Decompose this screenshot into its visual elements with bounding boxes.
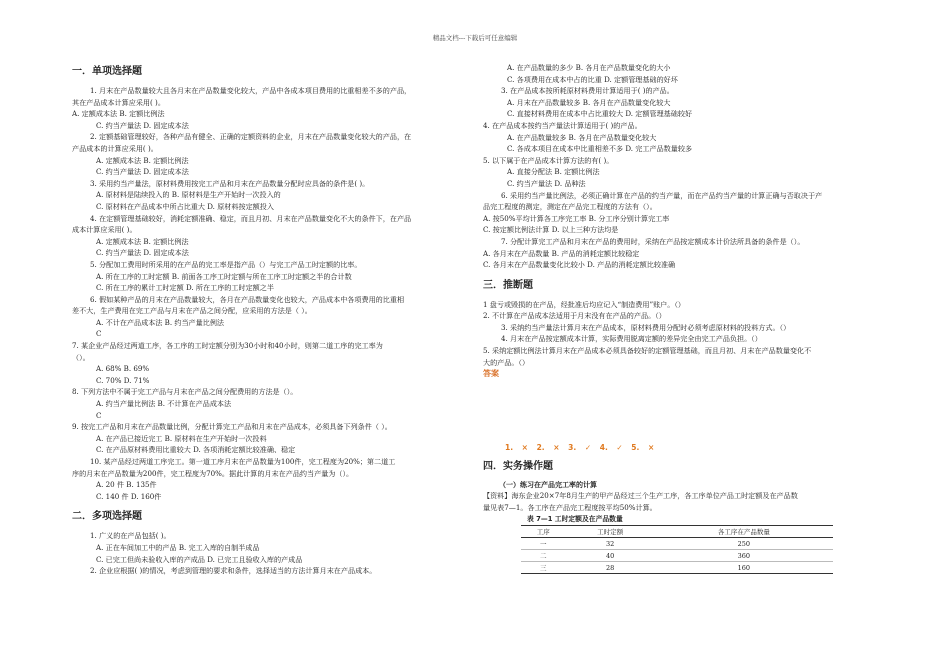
text-line: 7. 分配计算完工产品和月末在产品的费用时，采纳在产品按定额成本计价法所具备的条件是（）。 — [501, 236, 805, 246]
text-line: C. 各项费用在成本中占的比重 D. 定额管理基础的好坏 — [507, 74, 678, 84]
page-header: 精品文档---下载后可任意编辑 — [432, 34, 518, 42]
table-cell: 32 — [566, 538, 655, 550]
text-line: 10. 某产品经过两道工序完工。第一道工序月末在产品数量为100件，完工程度为20%；第二道工 — [90, 457, 396, 466]
table-cell: 三 — [521, 562, 566, 574]
text-line: A. 定额成本法 B. 定额比例法 — [96, 236, 189, 246]
table-row — [521, 538, 833, 550]
text-line: 2. 企业应根据( )的情况，考虑到管理的要求和条件，选择适当的方法计算月末在产品成本。 — [90, 566, 377, 576]
text-line: 3. 采用约当产量法，原材料费用按完工产品和月末在产品数量分配时应具备的条件是( )。 — [90, 178, 370, 188]
text-line: 品完工程度的测定，测定在产品完工程度的方法有（）。 — [483, 202, 657, 212]
table-cell: 一 — [521, 538, 566, 550]
table-header-cell: 工时定额 — [566, 526, 655, 538]
text-line: 4. 在产品成本按约当产量法计算适用于( )的产品。 — [483, 120, 642, 130]
table-row — [521, 550, 833, 562]
text-line: A. 在产品数量较多 B. 各月在产品数量变化较大 — [507, 132, 657, 142]
table-cell: 250 — [655, 538, 833, 550]
table-cell: 160 — [655, 562, 833, 574]
text-line: 其在产品成本计算应采用( )。 — [72, 97, 165, 107]
table-header-row — [521, 526, 833, 538]
text-line: A. 定额成本法 B. 定额比例法 — [96, 155, 189, 165]
text-line: A. 按50%平均计算各工序完工率 B. 分工序分别计算完工率 — [483, 213, 670, 223]
text-line: C — [96, 410, 102, 420]
table-body — [521, 538, 833, 574]
text-line: C. 各成本项目在成本中比重相差不多 D. 完工产品数量较多 — [507, 144, 693, 154]
text-line: A. 20 件 B. 135件 — [96, 480, 157, 490]
table-caption: 表 7—1 工时定额及在产品数量 — [527, 515, 623, 524]
table-cell: 二 — [521, 550, 566, 562]
single-choice-questions — [72, 85, 468, 502]
text-line: C — [96, 329, 102, 339]
text-line: 1. 月末在产品数量较大且各月末在产品数量变化较大，产品中各成本项目费用的比重相差不多的产品， — [90, 86, 412, 95]
section-title-judgement: 三．推断题 — [483, 279, 533, 291]
text-line: A. 在产品已接近完工 B. 原材料在生产开始时一次投料 — [96, 433, 267, 443]
table-cell: 40 — [566, 550, 655, 562]
text-line: C. 140 件 D. 160件 — [96, 491, 162, 501]
answer-label: 答案 — [483, 369, 499, 379]
text-line: C. 直接材料费用在成本中占比重较大 D. 定额管理基础较好 — [507, 109, 693, 119]
text-line: A. 直接分配法 B. 定额比例法 — [507, 167, 600, 177]
text-line: 1. 广义的在产品包括( )。 — [90, 531, 171, 541]
section-title-practice: 四．实务操作题 — [483, 461, 553, 473]
text-line: 7. 某企业产品经过两道工序，各工序的工时定额分别为30小时和40小时，则第二道工序的完工率为 — [72, 341, 383, 351]
text-line: （）。 — [72, 352, 90, 362]
multiple-choice-questions — [72, 530, 468, 576]
table-header-cell: 各工序在产品数量 — [655, 526, 833, 538]
judgement-questions — [483, 299, 883, 369]
text-line: C. 约当产量法 D. 固定成本法 — [96, 120, 189, 130]
answer-row: 1. × 2. × 3. ✓ 4. ✓ 5. × — [505, 443, 655, 453]
text-line: A. 在产品数量的多少 B. 各月在产品数量变化的大小 — [507, 63, 671, 72]
text-line: 2. 不计算在产品成本法适用于月末没有在产品的产品。（） — [483, 311, 666, 321]
text-line: C. 在产品原材料费用比重较大 D. 各项消耗定额比较准确、稳定 — [96, 445, 296, 455]
text-line: A. 所在工序的工时定额 B. 前面各工序工时定额与所在工序工时定额之半的合计数 — [96, 271, 352, 281]
section-title-multiple-choice: 二．多项选择题 — [72, 511, 142, 523]
text-line: 4. 月末在产品按定额成本计算，实际费用脱离定额的差异完全由完工产品负担。（） — [501, 334, 762, 344]
text-line: 3. 采纳约当产量法计算月末在产品成本，原材料费用分配时必须考虑原材料的投料方式。（） — [501, 322, 791, 332]
text-line: 6. 采用约当产量比例法，必须正确计算在产品的约当产量，而在产品约当产量的计算正确与否取决于产 — [501, 190, 823, 200]
text-line: 4. 在定额管理基础较好，消耗定额准确、稳定，而且月初、月末在产品数量变化不大的条件下，在产品 — [90, 213, 412, 223]
text-line: 2. 定额基础管理较好，各种产品有健全、正确的定额资料的企业，月末在产品数量变化较大的产品，在 — [90, 132, 412, 142]
text-line: A. 各月末在产品数量 B. 产品的消耗定额比较稳定 — [483, 248, 640, 258]
text-line: C. 约当产量法 D. 固定成本法 — [96, 167, 189, 177]
table-cell: 360 — [655, 550, 833, 562]
text-line: C. 各月末在产品数量变化比较小 D. 产品的消耗定额比较准确 — [483, 260, 676, 270]
text-line: 产品成本的计算应采用( )。 — [72, 143, 158, 153]
text-line: A. 正在车间加工中的产品 B. 完工入库的自制半成品 — [96, 542, 260, 552]
text-line: 序的月末在产品数量为200件，完工程度为70%。据此计算的月末在产品约当产量为（）。 — [72, 468, 354, 478]
practice-subtitle: （一）练习在产品完工率的计算 — [499, 481, 597, 490]
text-line: A. 约当产量比例法 B. 不计算在产品成本法 — [96, 399, 232, 409]
table-row — [521, 562, 833, 574]
text-line: 5. 以下属于在产品成本计算方法的有( )。 — [483, 155, 614, 165]
table-header-cell: 工序 — [521, 526, 566, 538]
table-cell: 28 — [566, 562, 655, 574]
text-line: 6. 假如某种产品的月末在产品数量较大，各月在产品数量变化也较大，产品成本中各项费用的比重相 — [90, 294, 405, 304]
text-line: 9. 按完工产品和月末在产品数量比例，分配计算完工产品和月末在产品成本，必须具备下列条件（ ）。 — [72, 422, 392, 432]
material-line-2: 量见表7—1。各工序在产品完工程度按平均50%计算。 — [483, 502, 657, 512]
text-line: 1 盘亏或毁损的在产品，经批准后均应记入“制造费用”账户。（） — [483, 299, 686, 309]
text-line: 3. 在产品成本按所耗原材料费用计算适用于( )的产品。 — [501, 86, 674, 96]
text-line: C. 按定额比例法计算 D. 以上三种方法均是 — [483, 225, 619, 235]
text-line: A. 月末在产品数量较多 B. 各月在产品数量变化较大 — [507, 97, 671, 107]
section-title-single-choice: 一．单项选择题 — [72, 66, 142, 77]
text-line: 5. 采纳定额比例法计算月末在产品成本必须具备较好的定额管理基础，而且月初、月末在产品数量变化不 — [483, 346, 812, 356]
text-line: C. 原材料在产品成本中所占比重大 D. 原材料按定额投入 — [96, 201, 274, 211]
text-line: 成本计算应采用( )。 — [72, 225, 137, 235]
text-line: C. 70% D. 71% — [96, 375, 150, 385]
text-line: 大的产品。（） — [483, 357, 530, 367]
multiple-choice-continued — [483, 62, 883, 271]
text-line: A. 原材料是陆续投入的 B. 原材料是生产开始时一次投入的 — [96, 190, 281, 200]
text-line: 5. 分配加工费用时所采用的在产品的完工率是指产品（）与完工产品工时定额的比率。 — [90, 259, 362, 269]
text-line: A. 定额成本法 B. 定额比例法 — [72, 109, 165, 119]
right-column — [483, 62, 883, 574]
text-line: 8. 下列方法中不属于完工产品与月末在产品之间分配费用的方法是（）。 — [72, 387, 298, 397]
text-line: C. 约当产量法 D. 品种法 — [507, 178, 586, 188]
left-column — [72, 60, 468, 577]
text-line: C. 所在工序的累计工时定额 D. 所在工序的工时定额之半 — [96, 283, 274, 293]
work-hour-table — [521, 525, 833, 574]
text-line: A. 68% B. 69% — [96, 364, 150, 374]
text-line: A. 不计在产品成本法 B. 约当产量比例法 — [96, 317, 225, 327]
text-line: 差不大，生产费用在完工产品与月末在产品之间分配，应采用的方法是（ ）。 — [72, 306, 312, 316]
text-line: C. 已完工但尚未验收入库的产成品 D. 已完工且验收入库的产成品 — [96, 554, 303, 564]
text-line: C. 约当产量法 D. 固定成本法 — [96, 248, 189, 258]
material-line-1: 【资料】海东企业20×7年8月生产的甲产品经过三个生产工序，各工序单位产品工时定额及在产品数 — [483, 491, 798, 501]
